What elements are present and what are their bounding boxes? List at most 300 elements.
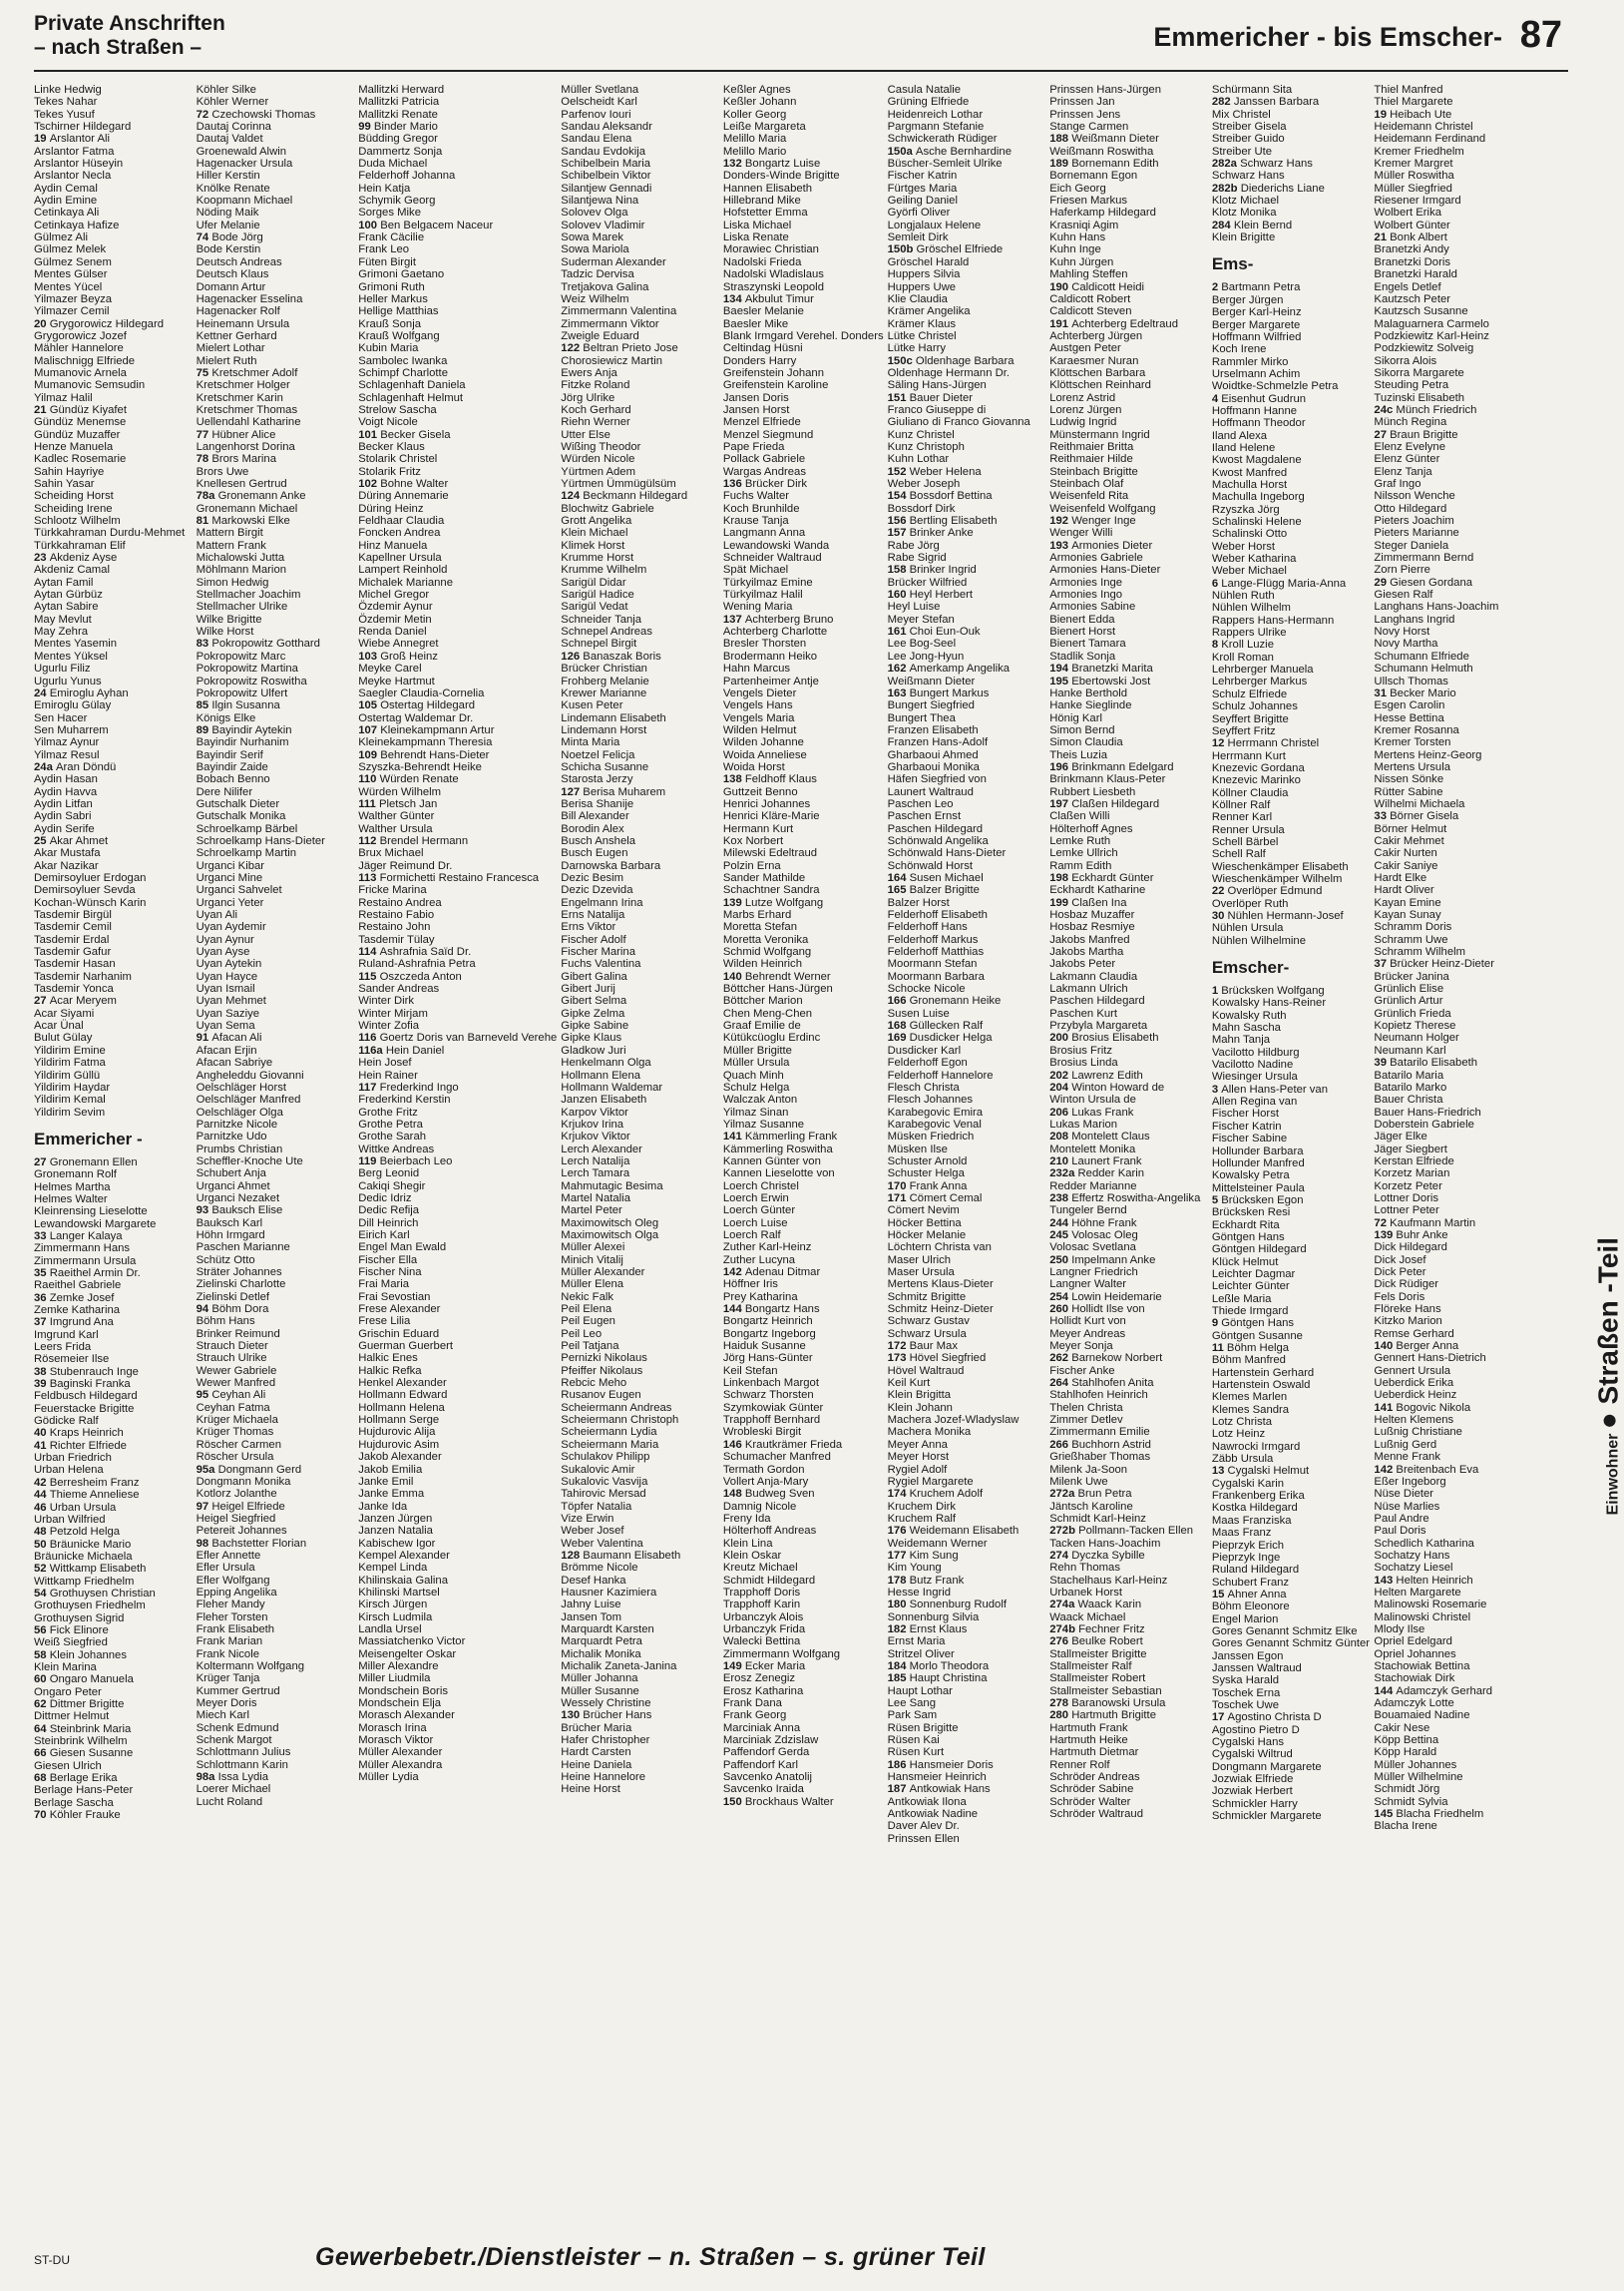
resident-entry: Armonies Inge [1049, 576, 1123, 589]
resident-entry: Angheleddu Giovanni [196, 1069, 304, 1082]
resident-entry: Scheiermann Christoph [561, 1414, 679, 1427]
resident-entry: Knellesen Gertrud [196, 478, 287, 490]
resident-entry: 176 Weidemann Elisabeth [887, 1525, 1019, 1538]
resident-entry: Neumann Holger [1374, 1032, 1459, 1045]
resident-entry: Hönig Karl [1049, 711, 1102, 724]
resident-entry: Weber Michael [1211, 565, 1287, 578]
resident-entry: Jakobs Peter [1049, 958, 1116, 971]
house-number: 202 [1049, 1069, 1072, 1082]
house-number: 197 [1049, 797, 1072, 810]
resident-entry: Geiling Daniel [887, 195, 958, 208]
resident-entry: 274 Dyczka Sybille [1049, 1549, 1145, 1562]
resident-entry: Elenz Tanja [1374, 465, 1432, 478]
resident-entry: Schumann Elfriede [1374, 650, 1469, 663]
resident-entry: Krauß Sonja [358, 317, 421, 330]
house-number: 189 [1049, 158, 1072, 171]
resident-entry: Schwarz Ursula [887, 1327, 967, 1340]
resident-entry: Tasdemir Narhanim [34, 970, 132, 983]
resident-entry: Lußnig Gerd [1374, 1438, 1437, 1451]
resident-entry: Szymkowiak Günter [722, 1401, 824, 1414]
resident-entry: Gores Genannt Schmitz Elke [1211, 1624, 1358, 1637]
resident-entry: Meyer Horst [887, 1451, 950, 1464]
house-number: 171 [887, 1191, 910, 1204]
resident-entry: Karabegovic Venal [887, 1118, 982, 1131]
resident-entry: Schramm Wilhelm [1374, 946, 1466, 959]
resident-entry: 95a Dongmann Gerd [196, 1463, 302, 1476]
resident-entry: Novy Horst [1374, 626, 1430, 639]
resident-entry: Gipke Sabine [561, 1020, 629, 1033]
resident-entry: Pfeiffer Nikolaus [561, 1364, 643, 1377]
resident-entry: Vacilotto Nadine [1211, 1059, 1294, 1072]
resident-entry: 93 Bauksch Elise [196, 1204, 283, 1217]
resident-entry: Schmidt Karl-Heinz [1049, 1512, 1146, 1525]
resident-entry: Schenk Edmund [196, 1721, 279, 1734]
resident-entry: Hujdurovic Asim [358, 1438, 440, 1451]
resident-entry: Simon Hedwig [196, 576, 269, 589]
house-number: 115 [358, 970, 380, 983]
resident-entry: 126 Banaszak Boris [561, 650, 661, 663]
street-heading: Emmericher - [34, 1129, 143, 1148]
house-number: 204 [1049, 1081, 1072, 1094]
resident-entry: Loerch Günter [722, 1204, 796, 1217]
resident-entry: Urganci Ahmet [196, 1179, 270, 1192]
house-number: 77 [196, 428, 212, 441]
resident-entry: Gülmez Ali [34, 231, 88, 244]
resident-entry: 266 Buchhorn Astrid [1049, 1438, 1151, 1451]
resident-entry: Pieters Joachim [1374, 515, 1454, 528]
resident-entry: Schumacher Manfred [722, 1451, 831, 1464]
resident-entry: Schocke Nicole [887, 983, 966, 996]
resident-entry: 137 Achterberg Bruno [722, 613, 834, 626]
resident-entry: Schroelkamp Martin [196, 847, 297, 860]
resident-entry: Iland Helene [1211, 441, 1276, 454]
resident-entry: Vize Erwin [561, 1512, 614, 1525]
resident-entry: Müsken Ilse [887, 1143, 948, 1155]
resident-entry: Tacken Hans-Joachim [1049, 1537, 1161, 1550]
house-number: 144 [1374, 1684, 1397, 1697]
resident-entry: Dick Peter [1374, 1266, 1426, 1278]
resident-entry: Hein Rainer [358, 1069, 418, 1082]
resident-entry: Vengels Hans [722, 699, 793, 712]
resident-entry: Zielinski Detlef [196, 1290, 270, 1303]
resident-entry: Hansmeier Heinrich [887, 1771, 987, 1784]
column-2 [197, 84, 355, 2229]
resident-entry: 127 Berisa Muharem [561, 785, 666, 798]
resident-entry: Urselmann Achim [1211, 367, 1301, 380]
resident-entry: 144 Adamczyk Gerhard [1374, 1684, 1493, 1697]
resident-entry: Henrici Johannes [722, 797, 811, 810]
resident-entry: Schubert Anja [196, 1167, 266, 1180]
resident-entry: Sandau Evdokija [561, 145, 646, 158]
resident-entry: Leichter Dagmar [1211, 1267, 1296, 1280]
resident-entry: Winter Zofia [358, 1020, 420, 1033]
resident-entry: Fleher Torsten [196, 1610, 268, 1623]
resident-entry: 202 Lawrenz Edith [1049, 1069, 1143, 1082]
house-number: 52 [34, 1563, 50, 1576]
resident-entry: Borodin Alex [561, 822, 624, 835]
resident-entry: Jäntsch Karoline [1049, 1500, 1133, 1513]
resident-entry: Zimmermann Ursula [34, 1254, 137, 1267]
resident-entry: Pollack Gabriele [722, 453, 806, 466]
house-number: 94 [196, 1303, 212, 1316]
resident-entry: Sochatzy Hans [1374, 1549, 1450, 1562]
resident-entry: Walther Ursula [358, 822, 433, 835]
resident-entry: Rygiel Margarete [887, 1475, 974, 1488]
resident-entry: Schneider Tanja [561, 613, 642, 626]
resident-entry: Schulz Elfriede [1211, 687, 1288, 700]
resident-entry: Fischer Nina [358, 1266, 422, 1278]
resident-entry: Afacan Sabriye [196, 1057, 273, 1070]
resident-entry: Donders Harry [722, 354, 797, 367]
resident-entry: 116 Goertz Doris van Barneveld Verehe [358, 1032, 558, 1045]
resident-entry: Feuerstacke Brigitte [34, 1402, 135, 1415]
resident-entry: Simon Claudia [1049, 736, 1123, 749]
resident-entry: Rzyszka Jörg [1211, 503, 1280, 516]
resident-entry: Massiatchenko Victor [358, 1635, 466, 1648]
resident-entry: Cygalski Karin [1211, 1477, 1285, 1490]
house-number: 111 [358, 797, 379, 810]
resident-entry: Münstermann Ingrid [1049, 428, 1150, 441]
resident-entry: 24a Aran Döndü [34, 760, 117, 773]
resident-entry: Schimpf Charlotte [358, 366, 448, 379]
header-left [34, 12, 225, 60]
resident-entry: Marbs Erhard [722, 909, 792, 922]
resident-entry: 2 Bartmann Petra [1211, 281, 1301, 294]
resident-entry: Dautaj Corinna [196, 121, 271, 134]
resident-entry: Frank Cäcilie [358, 231, 425, 244]
resident-entry: Mattern Frank [196, 539, 266, 552]
house-number: 70 [34, 1809, 50, 1822]
resident-entry: Schlagenhaft Helmut [358, 391, 464, 404]
resident-entry: Savcenko Iraida [722, 1783, 804, 1796]
resident-entry: Wiebe Annegret [358, 638, 439, 651]
resident-entry: Michalik Monika [561, 1647, 641, 1660]
resident-entry: Armonies Ingo [1049, 589, 1123, 602]
resident-entry: Yildirim Emine [34, 1044, 106, 1057]
resident-entry: 81 Markowski Elke [196, 515, 290, 528]
resident-entry: Oldenhage Hermann Dr. [887, 366, 1011, 379]
resident-entry: Stolarik Fritz [358, 465, 421, 478]
resident-entry: Schmidt Jörg [1374, 1783, 1440, 1796]
house-number: 280 [1049, 1709, 1072, 1722]
resident-entry: Krause Tanja [722, 515, 789, 528]
resident-entry: Wessely Christine [561, 1697, 651, 1710]
resident-entry: Lorenz Jürgen [1049, 403, 1122, 416]
resident-entry: Frank Dana [722, 1697, 782, 1710]
resident-entry: Heller Markus [358, 292, 428, 305]
resident-entry: Ueberdick Erika [1374, 1377, 1454, 1390]
resident-entry: Hölterhoff Agnes [1049, 822, 1133, 835]
resident-entry: 132 Bongartz Luise [722, 158, 821, 171]
resident-entry: Frai Sevostian [358, 1290, 431, 1303]
resident-entry: Imgrund Karl [34, 1328, 99, 1341]
resident-entry: Schönwald Angelika [887, 834, 989, 847]
resident-entry: Koch Brunhilde [722, 502, 800, 515]
resident-entry: Hollmann Serge [358, 1414, 440, 1427]
resident-entry: Urganci Yeter [196, 896, 264, 909]
resident-entry: Pernizki Nikolaus [561, 1352, 647, 1365]
resident-entry: 128 Baumann Elisabeth [561, 1549, 681, 1562]
resident-entry: 37 Brücker Heinz-Dieter [1374, 958, 1494, 971]
resident-entry: Casula Natalie [887, 84, 962, 96]
resident-entry: Walecki Bettina [722, 1635, 801, 1648]
resident-entry: 62 Dittmer Brigitte [34, 1698, 125, 1710]
resident-entry: Schell Ralf [1211, 848, 1266, 861]
resident-entry: 168 Güllecken Ralf [887, 1020, 984, 1033]
house-number: 98 [196, 1537, 212, 1550]
resident-entry: Parnitzke Nicole [196, 1118, 278, 1131]
resident-entry: Kämmerling Roswitha [722, 1143, 833, 1155]
resident-entry: Bayindir Nurhanim [196, 736, 289, 749]
resident-entry: Heine Hannelore [561, 1771, 646, 1784]
resident-entry: 210 Launert Frank [1049, 1154, 1142, 1167]
resident-entry: Klein Johann [887, 1401, 953, 1414]
resident-entry: 165 Balzer Brigitte [887, 884, 980, 897]
resident-entry: Uyan Ali [196, 909, 238, 922]
house-number: 278 [1049, 1697, 1072, 1710]
resident-entry: 98a Issa Lydia [196, 1771, 269, 1784]
resident-entry: Acar Ünal [34, 1020, 84, 1033]
resident-entry: Hofstetter Emma [722, 207, 808, 220]
resident-entry: Pieprzyk Inge [1211, 1551, 1281, 1564]
resident-entry: Haupt Lothar [887, 1684, 953, 1697]
resident-entry: 75 Kretschmer Adolf [196, 366, 298, 379]
resident-entry: Weber Horst [1211, 540, 1276, 553]
resident-entry: Klein Brigitte [1211, 231, 1276, 244]
resident-entry: 39 Baginski Franka [34, 1378, 131, 1391]
house-number: 102 [358, 478, 381, 490]
resident-entry: Hillebrand Mike [722, 195, 801, 208]
resident-entry: Meyer Stefan [887, 613, 955, 626]
resident-entry: 136 Brücker Dirk [722, 478, 808, 490]
resident-entry: Gronemann Michael [196, 502, 298, 515]
house-number: 98a [196, 1771, 218, 1784]
resident-entry: Desef Hanka [561, 1574, 626, 1587]
resident-entry: Yildirim Haydar [34, 1081, 111, 1094]
house-number: 17 [1211, 1711, 1228, 1724]
house-number: 72 [1374, 1216, 1391, 1229]
house-number: 141 [722, 1131, 745, 1144]
resident-entry: Sikorra Alois [1374, 354, 1437, 367]
resident-entry: Mumanovic Semsudin [34, 379, 146, 392]
resident-entry: Bongartz Heinrich [722, 1315, 813, 1328]
resident-entry: Nawrocki Irmgard [1211, 1440, 1301, 1453]
resident-entry: Malinowski Christel [1374, 1610, 1471, 1623]
resident-entry: Blank Irmgard Verehel. Donders [722, 329, 884, 342]
resident-entry: Rappers Ulrike [1211, 627, 1287, 640]
resident-entry: Branetzki Harald [1374, 268, 1457, 281]
resident-entry: Müller Elena [561, 1278, 624, 1291]
resident-entry: Schmitz Heinz-Dieter [887, 1303, 994, 1316]
resident-entry: Hartmuth Frank [1049, 1721, 1128, 1734]
house-number: 9 [1211, 1317, 1222, 1330]
resident-entry: Scheiermann Lydia [561, 1426, 657, 1439]
resident-entry: Martel Natalia [561, 1191, 630, 1204]
resident-entry: Hiller Kerstin [196, 170, 260, 183]
resident-entry: Schuster Arnold [887, 1154, 968, 1167]
resident-entry: Kuhn Hans [1049, 231, 1106, 244]
resident-entry: Mentes Yücel [34, 280, 103, 293]
resident-entry: Vengels Dieter [722, 687, 797, 699]
resident-entry: 116a Hein Daniel [358, 1044, 445, 1057]
resident-entry: Yildirim Sevim [34, 1106, 106, 1119]
resident-entry: Köhler Werner [196, 96, 269, 109]
resident-entry: 196 Brinkmann Edelgard [1049, 760, 1174, 773]
resident-entry: Hövel Waltraud [887, 1364, 965, 1377]
resident-entry: Landla Ursel [358, 1622, 422, 1635]
resident-entry: Janssen Egon [1211, 1649, 1284, 1662]
resident-entry: Mahling Steffen [1049, 268, 1128, 281]
house-number: 41 [34, 1439, 50, 1452]
house-number: 184 [887, 1660, 910, 1672]
house-number: 128 [561, 1549, 584, 1562]
resident-entry: Uyan Hayce [196, 970, 258, 983]
house-number: 172 [887, 1340, 910, 1353]
resident-entry: Gündüz Muzaffer [34, 428, 121, 441]
resident-entry: Peil Elena [561, 1303, 612, 1316]
resident-entry: Tasdemir Cemil [34, 921, 112, 934]
resident-entry: Restaino John [358, 921, 431, 934]
resident-entry: Grothe Fritz [358, 1106, 418, 1119]
resident-entry: Tschirner Hildegard [34, 121, 132, 134]
resident-entry: Rösemeier Ilse [34, 1353, 110, 1366]
resident-entry: Lindemann Horst [561, 723, 647, 736]
resident-entry: Klemes Sandra [1211, 1403, 1290, 1416]
resident-entry: 31 Becker Mario [1374, 687, 1456, 699]
resident-entry: Gores Genannt Schmitz Günter [1211, 1637, 1371, 1650]
resident-entry: Schnepel Andreas [561, 626, 652, 639]
resident-entry: Mumanovic Arnela [34, 366, 127, 379]
resident-entry: Stritzel Oliver [887, 1647, 955, 1660]
house-number: 200 [1049, 1032, 1072, 1045]
house-number: 176 [887, 1525, 910, 1538]
resident-entry: Müller Alexei [561, 1241, 625, 1254]
resident-entry: Kostka Hildegard [1211, 1502, 1298, 1515]
resident-entry: Deutsch Klaus [196, 268, 269, 281]
resident-entry: Lucht Roland [196, 1795, 263, 1808]
resident-entry: Kroll Roman [1211, 651, 1274, 664]
resident-entry: Moretta Veronika [722, 933, 809, 946]
resident-entry: Lütke Harry [887, 342, 947, 355]
resident-entry: 12 Herrmann Christel [1211, 737, 1320, 750]
resident-entry: Partenheimer Antje [722, 675, 819, 687]
resident-entry: Noetzel Felicja [561, 748, 635, 761]
resident-entry: Fischer Katrin [1211, 1120, 1282, 1133]
resident-entry: Sukalovic Vasvija [561, 1475, 648, 1488]
house-number: 154 [887, 490, 910, 503]
resident-entry: Koopmann Michael [196, 195, 293, 208]
resident-entry: Kayan Sunay [1374, 909, 1441, 922]
resident-entry: Göntgen Hildegard [1211, 1243, 1307, 1256]
resident-entry: Brinkmann Klaus-Peter [1049, 773, 1166, 786]
house-number: 42 [34, 1476, 50, 1489]
resident-entry: Yildirim Kemal [34, 1094, 106, 1107]
resident-entry: Silantjew Gennadi [561, 182, 652, 195]
resident-entry: Hesse Bettina [1374, 711, 1444, 724]
house-number: 157 [887, 527, 910, 540]
resident-entry: Berlage Hans-Peter [34, 1784, 134, 1797]
resident-entry: Lampert Reinhold [358, 564, 448, 577]
resident-entry: 40 Kraps Heinrich [34, 1427, 124, 1440]
resident-entry: Müller Roswitha [1374, 170, 1454, 183]
resident-entry: Henkel Alexander [358, 1377, 447, 1390]
resident-entry: Meyke Carel [358, 663, 422, 676]
resident-entry: Busch Anshela [561, 834, 636, 847]
resident-entry: 48 Petzold Helga [34, 1526, 121, 1539]
resident-entry: Aydin Emine [34, 195, 98, 208]
resident-entry: Wilke Horst [196, 626, 254, 639]
resident-entry: 182 Ernst Klaus [887, 1622, 968, 1635]
resident-entry: Berlage Sascha [34, 1796, 114, 1809]
resident-entry: Kettner Gerhard [196, 329, 277, 342]
resident-entry: Deutsch Andreas [196, 255, 282, 268]
resident-entry: Krjukov Viktor [561, 1131, 630, 1144]
resident-entry: Schalinski Otto [1211, 528, 1288, 541]
resident-entry: Volosac Svetlana [1049, 1241, 1136, 1254]
resident-entry: Karabegovic Emira [887, 1106, 984, 1119]
resident-entry: Seyffert Fritz [1211, 724, 1276, 737]
resident-entry: 44 Thieme Anneliese [34, 1489, 140, 1502]
resident-entry: Königs Elke [196, 711, 256, 724]
resident-entry: Schroelkamp Bärbel [196, 822, 298, 835]
resident-entry: 150b Gröschel Elfriede [887, 243, 1004, 256]
resident-entry: Heinemann Ursula [196, 317, 290, 330]
resident-entry: Zuther Karl-Heinz [722, 1241, 812, 1254]
resident-entry: Brücker Wilfried [887, 576, 968, 589]
resident-entry: Darnowska Barbara [561, 859, 661, 872]
house-number: 282 [1211, 96, 1234, 109]
resident-entry: Nüse Marlies [1374, 1500, 1440, 1513]
resident-entry: 4 Eisenhut Gudrun [1211, 392, 1307, 405]
resident-entry: Grott Angelika [561, 515, 632, 528]
resident-entry: Jörg Ulrike [561, 391, 615, 404]
resident-entry: Kunz Christoph [887, 440, 965, 453]
resident-entry: Semleit Dirk [887, 231, 949, 244]
resident-entry: Jäger Elke [1374, 1131, 1427, 1144]
resident-entry: May Zehra [34, 626, 88, 639]
resident-entry: Kowalsky Hans-Reiner [1211, 997, 1327, 1010]
resident-entry: Park Sam [887, 1709, 938, 1722]
resident-entry: Rüsen Kurt [887, 1746, 945, 1759]
resident-entry: 30 Nühlen Hermann-Josef [1211, 910, 1344, 922]
resident-entry: Berger Karl-Heinz [1211, 306, 1302, 319]
resident-entry: 206 Lukas Frank [1049, 1106, 1134, 1119]
resident-entry: 264 Stahlhofen Anita [1049, 1377, 1154, 1390]
resident-entry: Schütz Otto [196, 1253, 255, 1266]
resident-entry: Göntgen Hans [1211, 1230, 1285, 1243]
resident-entry: Saegler Claudia-Cornelia [358, 687, 485, 699]
resident-entry: Mix Christel [1211, 108, 1271, 121]
resident-entry: 282a Schwarz Hans [1211, 158, 1313, 171]
house-number: 163 [887, 687, 910, 699]
resident-entry: Baesler Melanie [722, 305, 804, 318]
resident-entry: Armonies Gabriele [1049, 552, 1143, 565]
house-number: 83 [196, 638, 212, 651]
resident-entry: Streiber Ute [1211, 145, 1273, 158]
resident-entry: Graaf Emilie de [722, 1020, 801, 1033]
resident-entry: Hollidt Kurt von [1049, 1315, 1126, 1328]
resident-entry: Epping Angelika [196, 1586, 277, 1599]
column-6 [888, 84, 1046, 2229]
house-number: 38 [34, 1365, 50, 1378]
resident-entry: Berisa Shanije [561, 797, 634, 810]
house-number: 95a [196, 1463, 218, 1476]
resident-entry: Henze Manuela [34, 440, 114, 453]
resident-entry: Hartmuth Heike [1049, 1734, 1128, 1747]
resident-entry: 5 Brücksken Egon [1211, 1193, 1304, 1206]
house-number: 23 [34, 552, 50, 565]
resident-entry: Groenewald Alwin [196, 145, 287, 158]
